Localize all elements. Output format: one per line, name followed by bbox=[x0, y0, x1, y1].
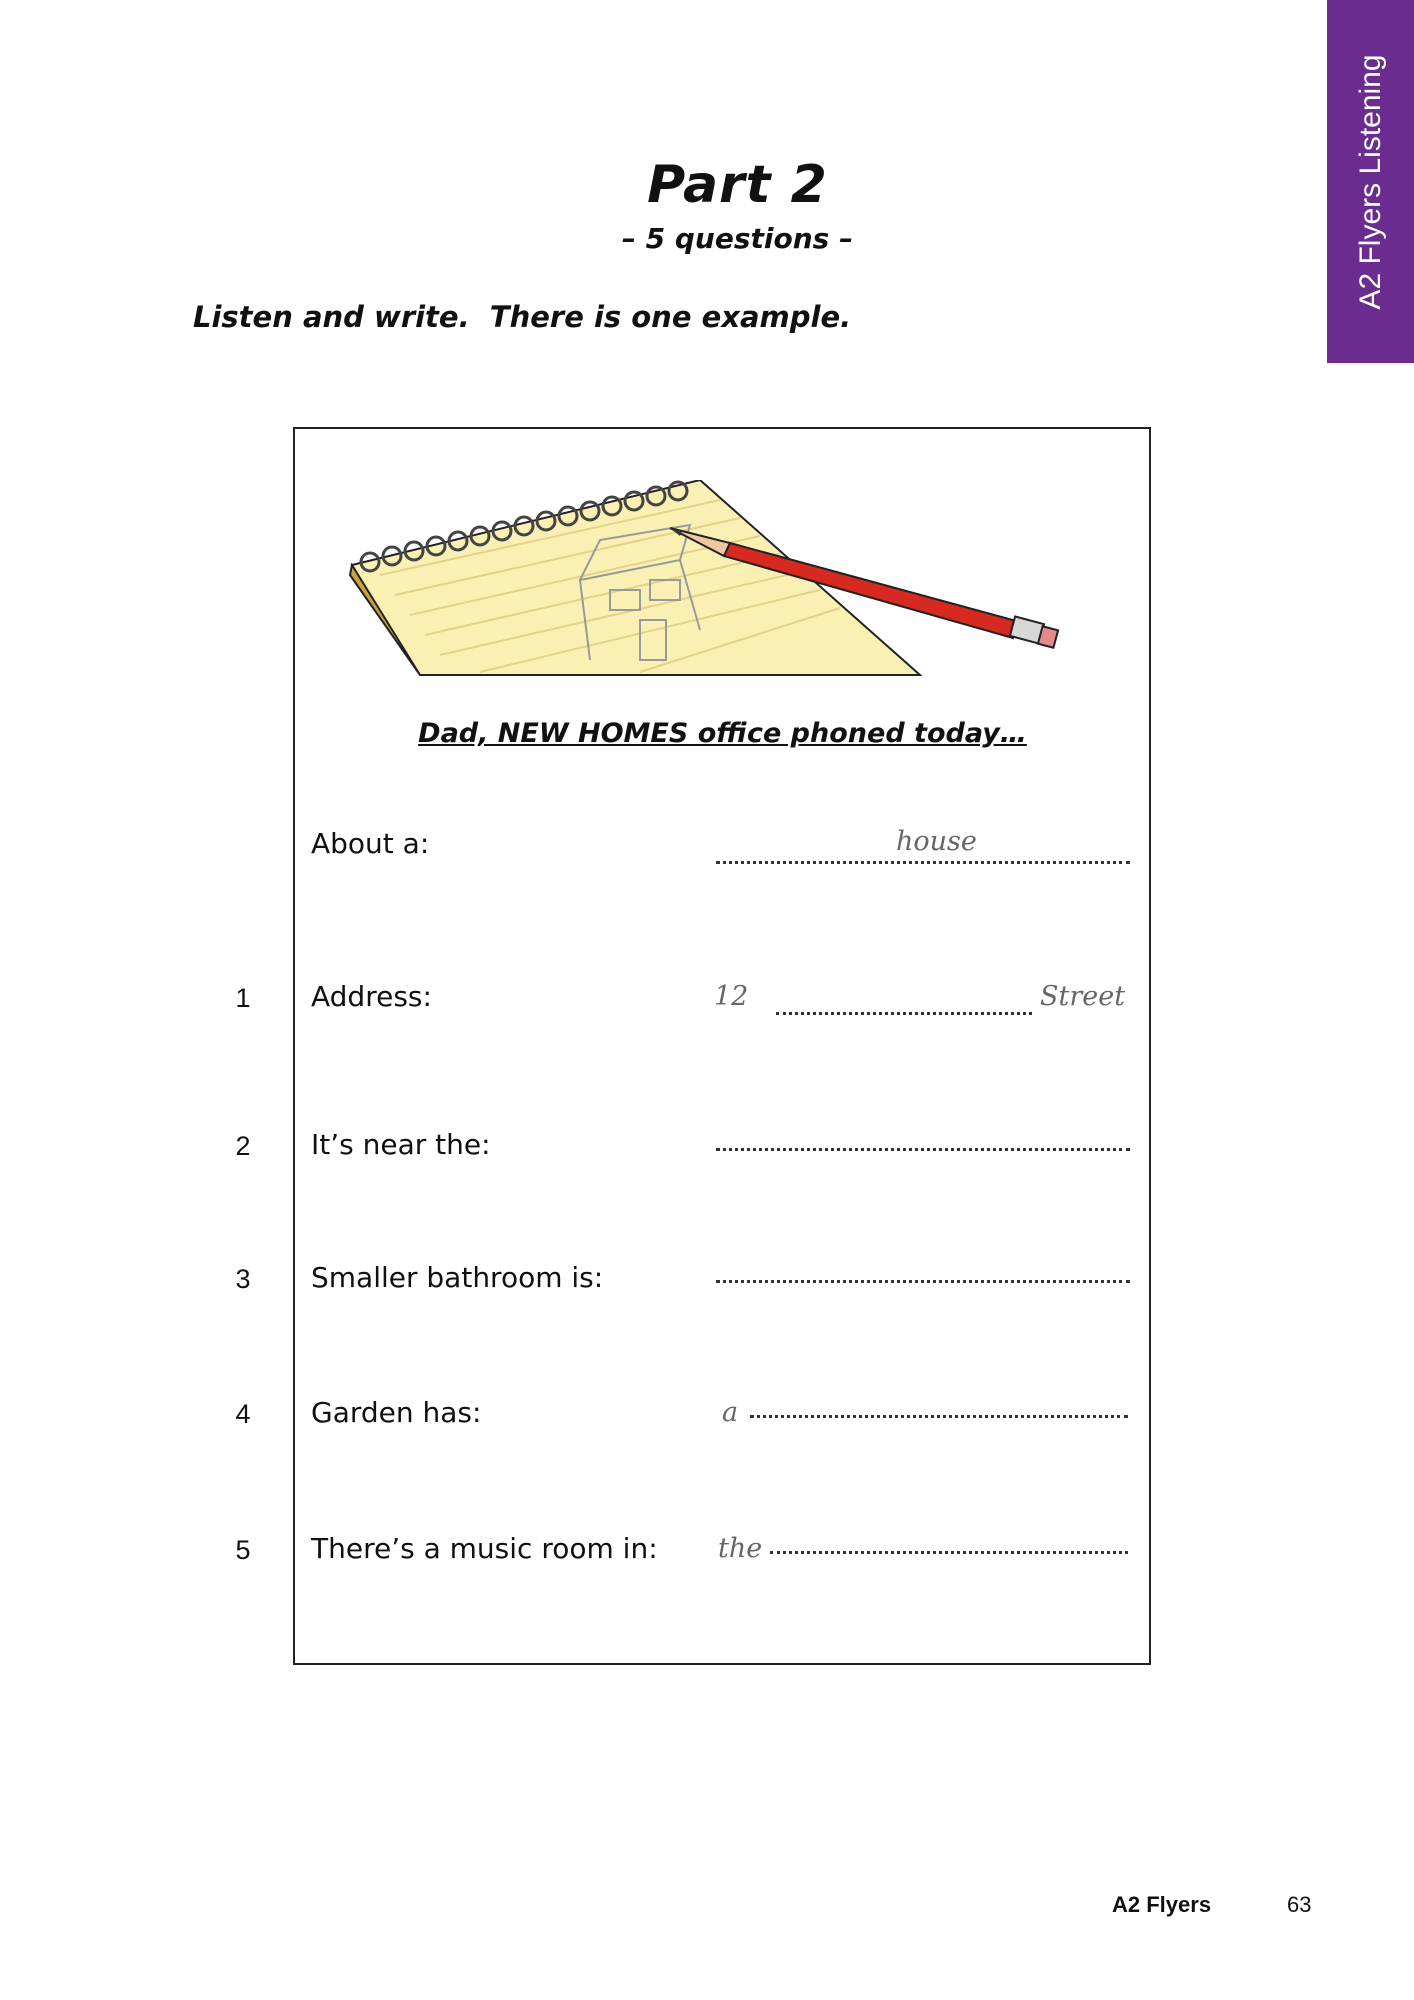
answer-prefix: 12 bbox=[714, 981, 749, 1012]
question-number: 1 bbox=[235, 983, 251, 1013]
page-number: 63 bbox=[1287, 1892, 1312, 1917]
question-number: 3 bbox=[235, 1264, 251, 1294]
question-label: There’s a music room in: bbox=[311, 1532, 658, 1565]
notepad-illustration bbox=[340, 480, 1080, 680]
question-number: 2 bbox=[235, 1131, 251, 1161]
question-label: It’s near the: bbox=[311, 1128, 491, 1161]
example-answer: house bbox=[896, 826, 977, 857]
question-label: Garden has: bbox=[311, 1396, 482, 1429]
answer-line-2[interactable] bbox=[716, 1148, 1130, 1151]
answer-line-5[interactable] bbox=[770, 1551, 1128, 1554]
part-subtitle: – 5 questions – bbox=[621, 222, 854, 255]
side-tab-label: A2 Flyers Listening bbox=[1353, 53, 1387, 310]
instruction-text: Listen and write. There is one example. bbox=[193, 300, 852, 334]
question-label: Address: bbox=[311, 980, 432, 1013]
message-heading: Dad, NEW HOMES office phoned today… bbox=[418, 718, 1027, 749]
example-label: About a: bbox=[311, 827, 430, 860]
part-title: Part 2 bbox=[647, 155, 828, 215]
answer-line-3[interactable] bbox=[716, 1280, 1130, 1283]
question-label: Smaller bathroom is: bbox=[311, 1261, 604, 1294]
question-number: 5 bbox=[235, 1535, 251, 1565]
answer-line-4[interactable] bbox=[750, 1415, 1128, 1418]
answer-prefix: a bbox=[722, 1397, 739, 1428]
answer-suffix: Street bbox=[1040, 981, 1126, 1012]
example-answer-line bbox=[716, 861, 1130, 864]
question-number: 4 bbox=[235, 1399, 251, 1429]
answer-line-1[interactable] bbox=[776, 1012, 1032, 1015]
footer-level: A2 Flyers bbox=[1112, 1892, 1212, 1917]
answer-prefix: the bbox=[718, 1533, 763, 1564]
